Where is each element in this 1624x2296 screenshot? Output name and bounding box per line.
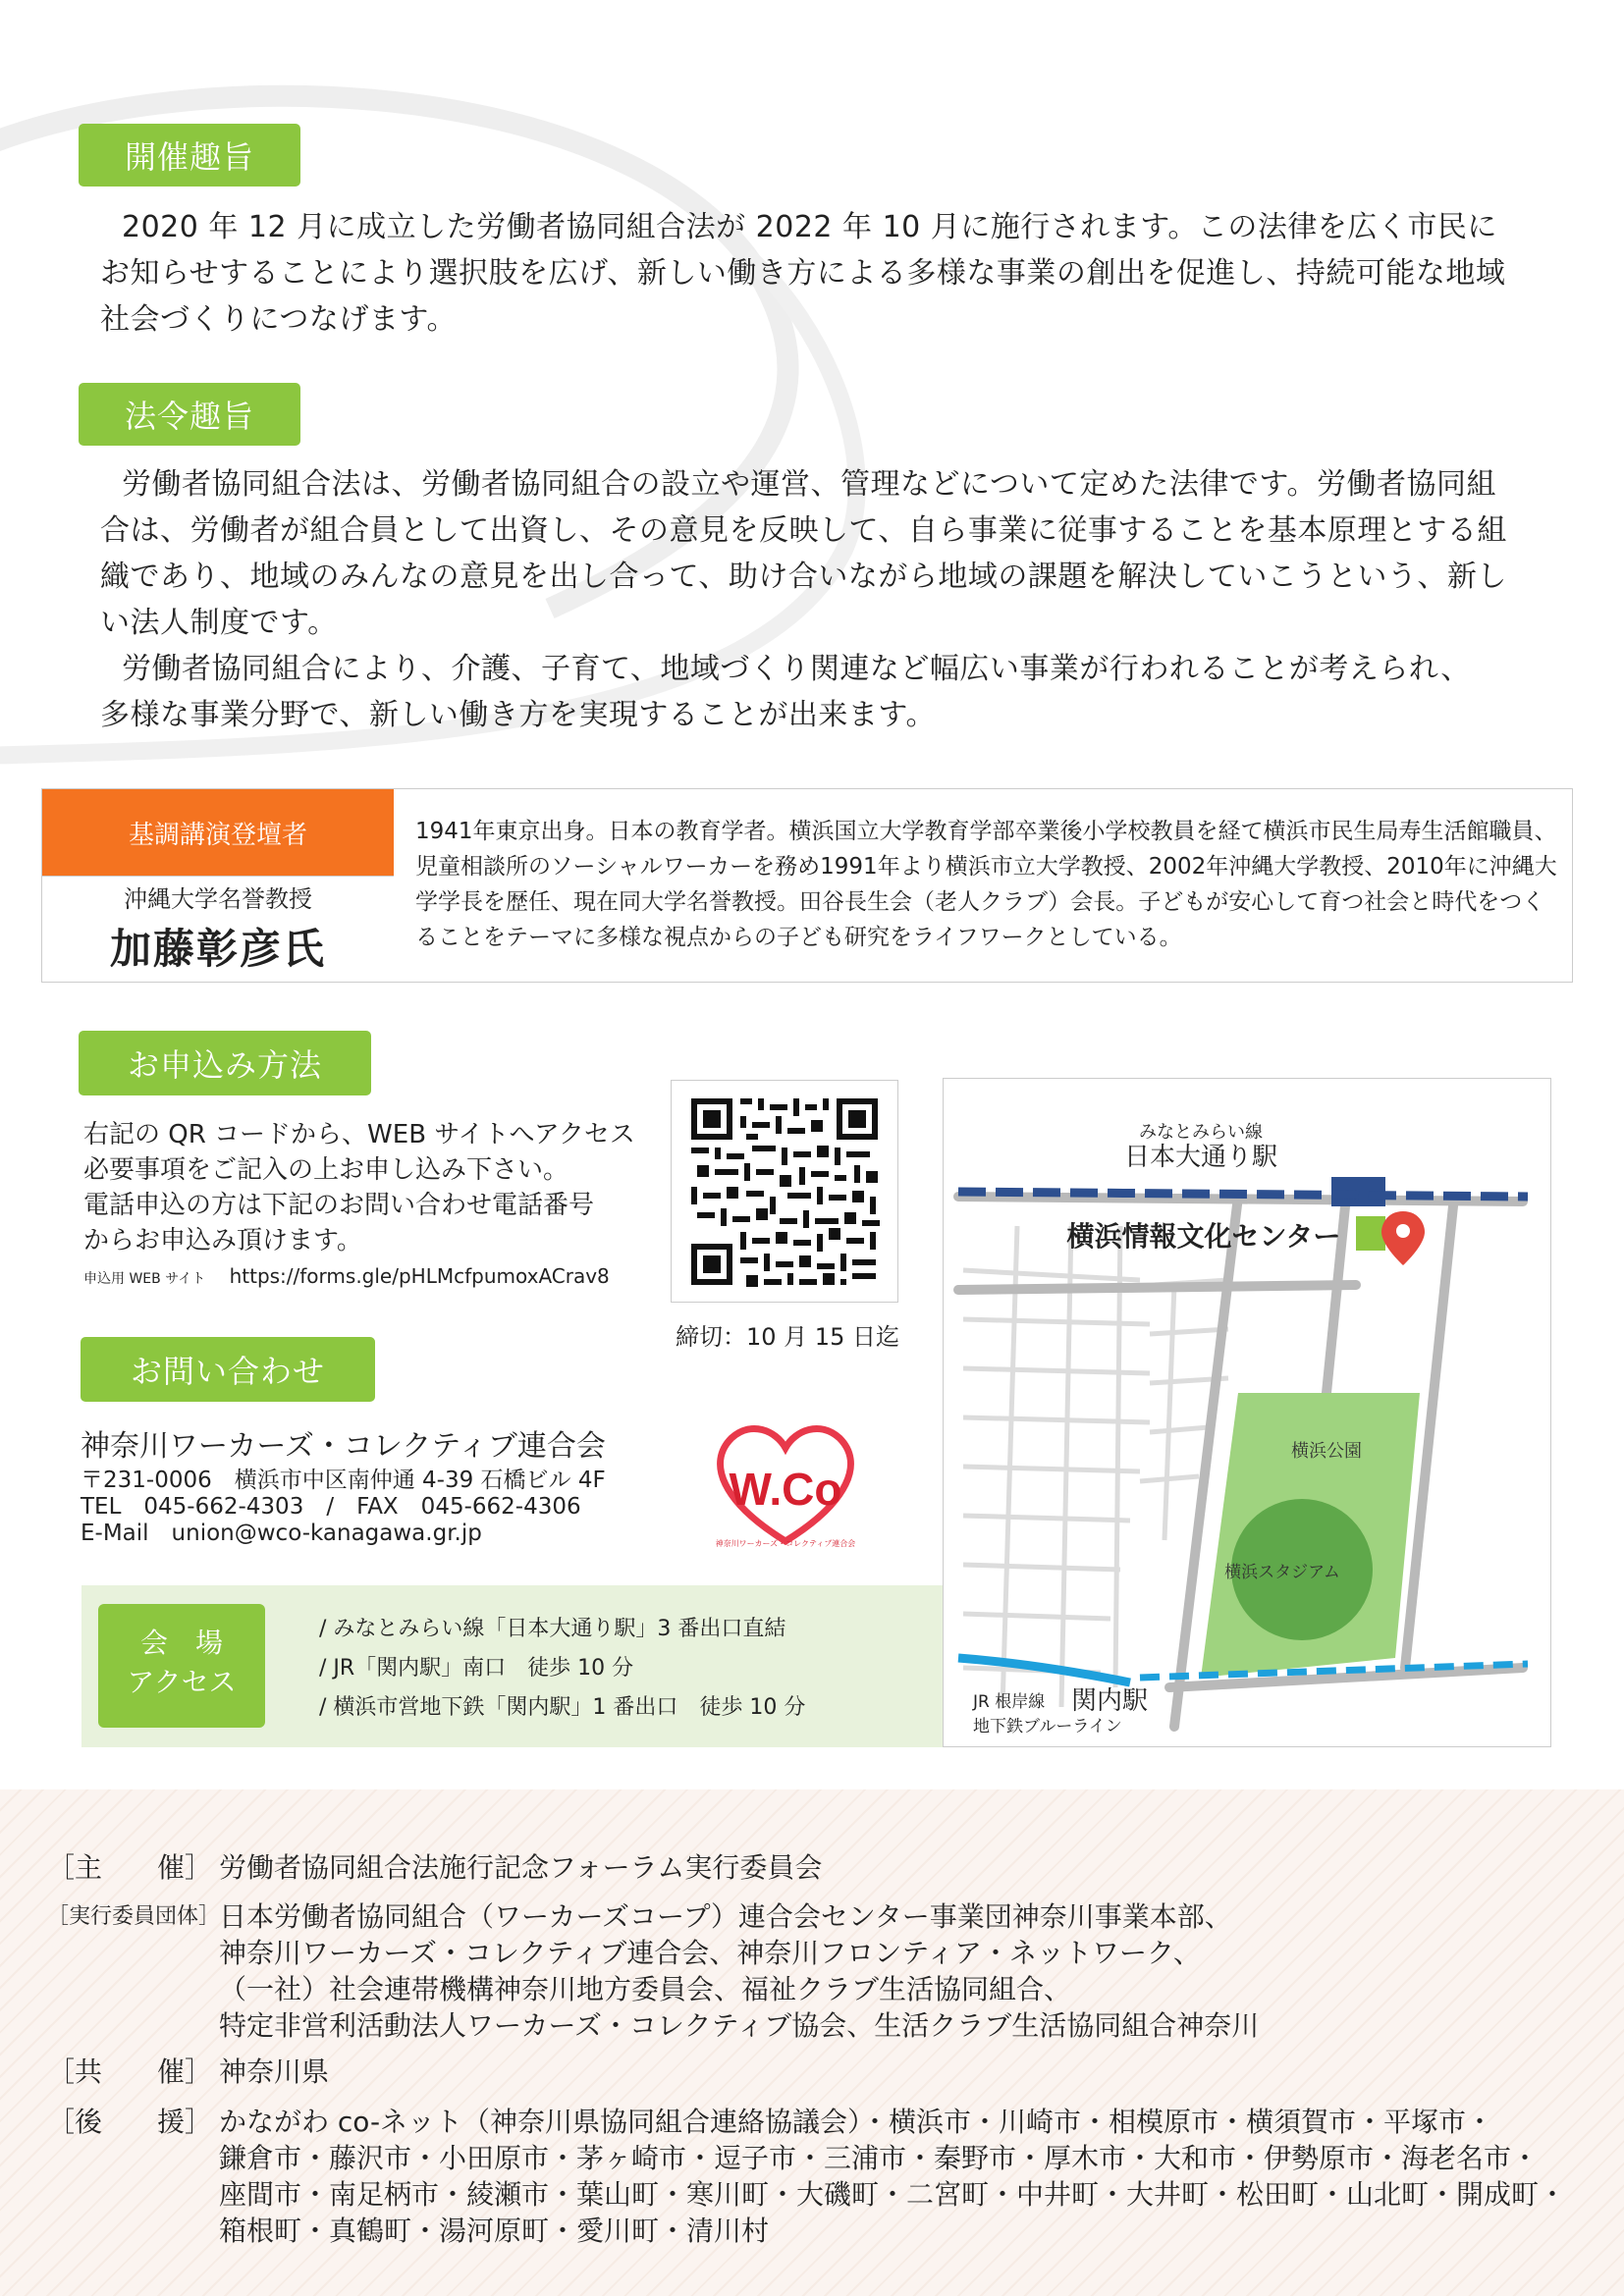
speaker-name: 加藤彰彦氏 [109,925,326,973]
access-route-1: / みなとみらい線「日本大通り駅」3 番出口直結 [319,1617,786,1641]
speaker-bio: 1941年東京出身。日本の教育学者。横浜国立大学教育学部卒業後小学校教員を経て横浜市民生局寿生活館職員、児童相談所のソーシャルワーカーを務め1991年より横浜市立大学教授、2002年沖縄大学教授、2010年に沖縄大学学長を歴任、現在同大学名誉教授。田谷長生会（老人クラブ）会長。子どもが安心して育つ社会と時代をつくることをテーマに多様な視点からの子ども研究をライフワークとしている。 [415,819,1557,950]
footer-exec-row [47,1898,1574,2044]
law-purpose-paragraph-1: 労働者協同組合法は、労働者協同組合の設立や運営、管理などについて定めた法律です。労働者協同組合は、労働者が組合員として出資し、その意見を反映して、自ら事業に従事することを基本原理とする組織であり、地域のみんなの意見を出し合って、助け合いながら地域の課題を解決していこうという、新しい法人制度です。 [100,467,1507,640]
map-location-pin-icon [1381,1211,1425,1265]
logo-subtext: 神奈川ワーカーズ・コレクティブ連合会 [715,1539,856,1548]
application-line-3: 電話申込の方は下記のお問い合わせ電話番号 [83,1191,595,1220]
footer-organizer-row [47,1849,1574,1886]
application-line-4: からお申込み頂けます。 [83,1226,362,1255]
law-purpose-tag: 法令趣旨 [79,383,300,446]
application-url-link[interactable]: https://forms.gle/pHLMcfpumoxACrav8 [229,1264,610,1288]
map-stadium-label: 横浜スタジアム [1224,1563,1340,1582]
speaker-title: 沖縄大学名誉教授 [124,885,312,913]
qr-code[interactable] [672,1081,897,1302]
application-url-row [83,1264,610,1288]
application-line-2: 必要事項をご記入の上お申し込み下さい。 [83,1155,569,1185]
organization-email[interactable]: E-Mail union@wco-kanagawa.gr.jp [81,1521,482,1546]
speaker-divider [42,876,394,877]
map-jr-line-label: JR 根岸線 [973,1692,1046,1712]
cohost-value: 神奈川県 [219,2056,330,2088]
keynote-speaker-box [41,788,1573,983]
logo-text: W.Co [729,1464,842,1515]
map-venue-label: 横浜情報文化センター [1066,1220,1341,1253]
map-station-bottom: 関内駅 [1071,1686,1149,1716]
exec-line-2: 神奈川ワーカーズ・コレクティブ連合会、神奈川フロンティア・ネットワーク、 [219,1937,1201,1969]
venue-map-graphic [944,1079,1550,1746]
qr-code-frame [671,1080,898,1303]
purpose-tag: 開催趣旨 [79,124,300,187]
application-deadline: 締切：10 月 15 日迄 [676,1323,899,1351]
map-minatomirai-line [958,1192,1528,1197]
exec-committee-value [219,1898,1574,2044]
exec-line-1: 日本労働者協同組合（ワーカーズコープ）連合会センター事業団神奈川事業本部、 [219,1900,1232,1933]
application-instructions [83,1117,653,1258]
support-value [219,2104,1574,2249]
map-park-label: 横浜公園 [1291,1441,1362,1462]
organizer-value: 労働者協同組合法施行記念フォーラム実行委員会 [219,1851,823,1884]
keynote-speaker-header: 基調講演登壇者 [42,789,394,876]
map-line-label: みなとみらい線 [1139,1122,1263,1143]
exec-committee-label: ［実行委員団体］ [47,1904,221,1929]
exec-line-4: 特定非営利活動法人ワーカーズ・コレクティブ協会、生活クラブ生活協同組合神奈川 [219,2009,1260,2042]
application-url-label: 申込用 WEB サイト [83,1271,206,1287]
venue-map[interactable] [943,1078,1551,1747]
map-subway-label: 地下鉄ブルーライン [973,1717,1122,1736]
map-station-top: 日本大通り駅 [1123,1143,1278,1172]
support-label: ［後 援］ [47,2106,213,2138]
map-venue-block [1356,1216,1385,1251]
venue-access-tag [98,1604,265,1728]
contact-tag: お問い合わせ [81,1337,375,1402]
organization-contact-lines [81,1468,606,1547]
venue-access-tag-line-1: 会 場 [139,1627,223,1659]
support-line-2: 鎌倉市・藤沢市・小田原市・茅ヶ崎市・逗子市・三浦市・秦野市・厚木市・大和市・伊勢原市・海老名市・ [219,2142,1540,2174]
support-line-4: 箱根町・真鶴町・湯河原町・愛川町・清川村 [219,2215,770,2247]
support-line-1: かながわ co-ネット（神奈川県協同組合連絡協議会）・横浜市・川崎市・相模原市・横須賀市・平塚市・ [219,2106,1494,2138]
law-purpose-paragraph-2: 労働者協同組合により、介護、子育て、地域づくり関連など幅広い事業が行われることが考えられ、多様な事業分野で、新しい働き方を実現することが出来ます。 [100,652,1471,732]
cohost-label: ［共 催］ [47,2056,213,2088]
wco-logo [702,1409,869,1556]
application-line-1: 右記の QR コードから、WEB サイトへアクセス [83,1120,635,1149]
organization-name: 神奈川ワーカーズ・コレクティブ連合会 [81,1429,606,1464]
application-tag: お申込み方法 [79,1031,371,1095]
footer-support-row [47,2104,1574,2249]
venue-access-tag-line-2: アクセス [127,1666,237,1698]
organizer-label: ［主 催］ [47,1851,213,1884]
organization-address: 〒231-0006 横浜市中区南仲通 4-39 石橋ビル 4F [81,1468,606,1493]
organization-phone-fax: TEL 045-662-4303 / FAX 045-662-4306 [81,1494,581,1520]
support-line-3: 座間市・南足柄市・綾瀬市・葉山町・寒川町・大磯町・二宮町・中井町・大井町・松田町・山北町・開成町・ [219,2178,1567,2211]
access-route-2: / JR「関内駅」南口 徒歩 10 分 [319,1656,634,1681]
purpose-text: 2020 年 12 月に成立した労働者協同組合法が 2022 年 10 月に施行されます。この法律を広く市民にお知らせすることにより選択肢を広げ、新しい働き方による多様な事業の創出を促進し、持続可能な地域社会づくりにつなげます。 [100,210,1506,337]
exec-line-3: （一社）社会連帯機構神奈川地方委員会、福祉クラブ生活協同組合、 [219,1973,1072,2005]
access-route-3: / 横浜市営地下鉄「関内駅」1 番出口 徒歩 10 分 [319,1695,806,1720]
venue-access-routes [319,1610,805,1728]
footer-cohost-row [47,2054,1574,2090]
